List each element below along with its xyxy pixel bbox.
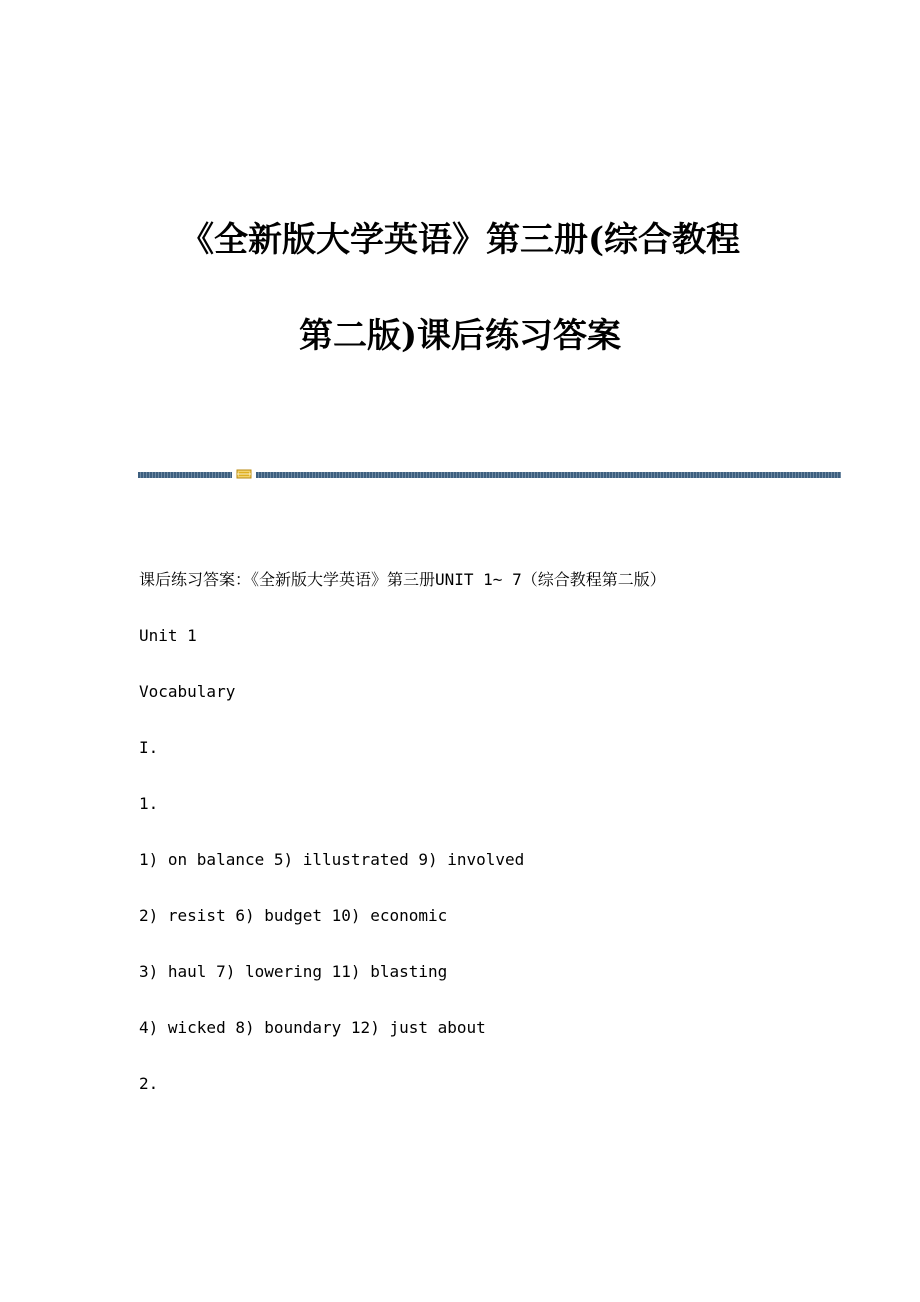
divider-ornament-icon bbox=[236, 468, 252, 480]
divider-bar-right bbox=[256, 472, 841, 478]
section-heading: Vocabulary bbox=[139, 682, 236, 701]
document-title-line-2: 第二版)课后练习答案 bbox=[298, 316, 622, 356]
answer-row: 1) on balance 5) illustrated 9) involved bbox=[139, 850, 525, 869]
exercise-number-2: 2. bbox=[139, 1074, 159, 1093]
answer-row: 4) wicked 8) boundary 12) just about bbox=[139, 1018, 486, 1037]
answer-row: 2) resist 6) budget 10) economic bbox=[139, 906, 448, 925]
unit-heading: Unit 1 bbox=[139, 626, 197, 645]
title-divider bbox=[138, 468, 841, 482]
divider-bar-left bbox=[138, 472, 232, 478]
document-title-line-1: 《全新版大学英语》第三册(综合教程 bbox=[179, 220, 741, 260]
part-heading: I. bbox=[139, 738, 159, 757]
answer-row: 3) haul 7) lowering 11) blasting bbox=[139, 962, 448, 981]
exercise-number-1: 1. bbox=[139, 794, 159, 813]
intro-line: 课后练习答案：《全新版大学英语》第三册UNIT 1~ 7（综合教程第二版） bbox=[139, 570, 666, 589]
